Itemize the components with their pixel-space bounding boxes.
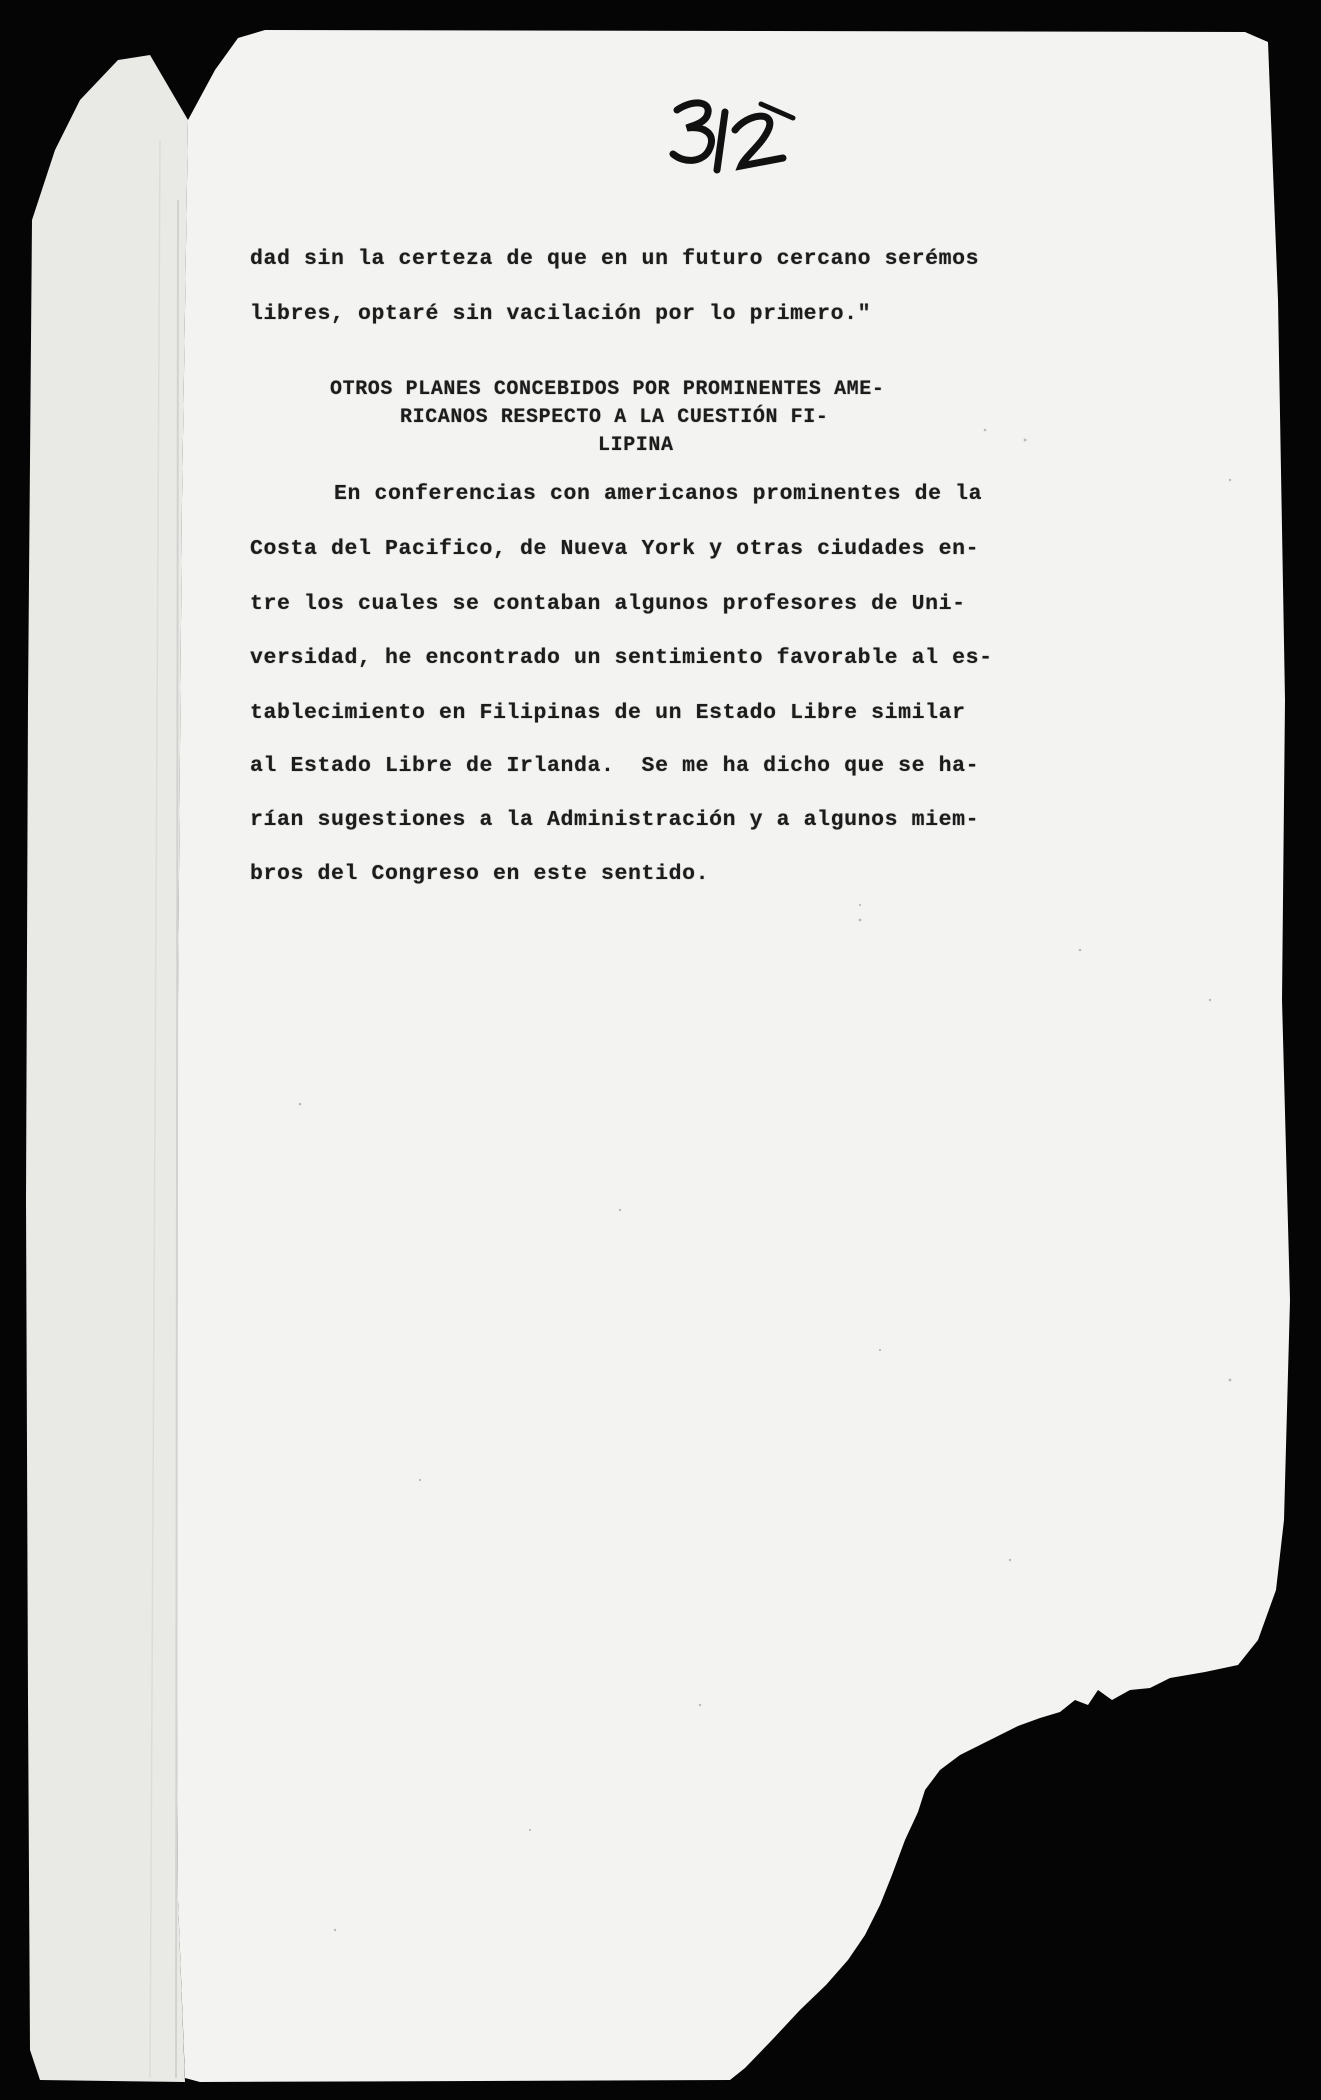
paragraph-line: versidad, he encontrado un sentimiento favorable al es- — [250, 646, 993, 670]
heading-line: RICANOS RESPECTO A LA CUESTIÓN FI- — [400, 406, 829, 429]
opening-line: dad sin la certeza de que en un futuro cercano serémos — [250, 247, 980, 271]
paragraph-line: Costa del Pacifico, de Nueva York y otras ciudades en- — [250, 537, 980, 561]
heading-line: LIPINA — [598, 434, 674, 457]
paragraph-line: rían sugestiones a la Administración y a algunos miem- — [250, 808, 980, 832]
paragraph-line: bros del Congreso en este sentido. — [250, 862, 710, 886]
paragraph-line: tablecimiento en Filipinas de un Estado Libre similar — [250, 701, 966, 725]
handwritten-folio-number — [665, 92, 800, 177]
heading-line: OTROS PLANES CONCEBIDOS POR PROMINENTES AME- — [330, 378, 885, 401]
paragraph-line: tre los cuales se contaban algunos profesores de Uni- — [250, 592, 966, 616]
paragraph-line: En conferencias con americanos prominentes de la — [334, 482, 983, 506]
paragraph-line: al Estado Libre de Irlanda. Se me ha dicho que se ha- — [250, 754, 980, 778]
opening-line: libres, optaré sin vacilación por lo primero." — [250, 302, 872, 326]
paper-underlay — [26, 55, 188, 2082]
paper-sheet — [176, 30, 1290, 2082]
